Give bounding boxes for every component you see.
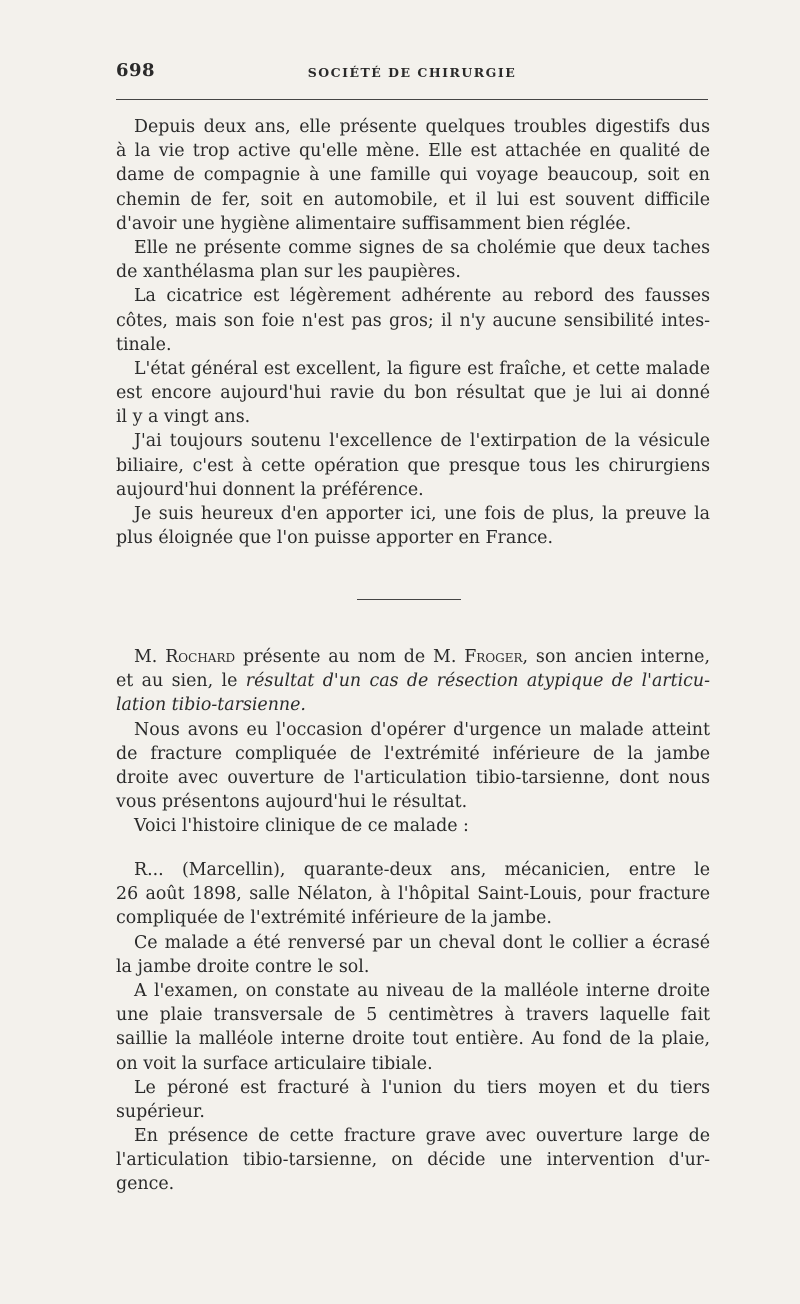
section-separator — [357, 599, 461, 600]
intro-line: M. Rochard présente au nom de M. Froger, son ancien interne, — [134, 647, 710, 667]
case-title: résultat d'un cas de résection atypique de l'articu- — [245, 671, 710, 692]
text-line: L'état général est excellent, la figure est fraîche, et cette malade — [134, 358, 710, 379]
text-line: A l'examen, on constate au niveau de la malléole interne droite — [134, 980, 710, 1001]
page-number: 698 — [116, 60, 156, 81]
text-line: Le péroné est fracturé à l'union du tiers moyen et du tiers — [134, 1077, 710, 1098]
text-line: aujourd'hui donnent la préférence. — [116, 479, 424, 500]
text-line: côtes, mais son foie n'est pas gros; il n'y aucune sensibilité intes- — [116, 310, 710, 331]
text-line: gence. — [116, 1174, 175, 1195]
text-line: chemin de fer, soit en automobile, et il lui est souvent difficile — [116, 189, 710, 210]
text-line: Elle ne présente comme signes de sa cholémie que deux taches — [134, 237, 710, 258]
text-line: J'ai toujours soutenu l'excellence de l'extirpation de la vésicule — [134, 431, 710, 452]
text-line: la jambe droite contre le sol. — [116, 956, 370, 977]
text-line: Depuis deux ans, elle présente quelques troubles digestifs dus — [134, 117, 710, 137]
text-line: Nous avons eu l'occasion d'opérer d'urgence un malade atteint — [134, 719, 710, 740]
text-line: La cicatrice est légèrement adhérente au rebord des fausses — [134, 286, 710, 307]
author-name-froger: Froger — [464, 647, 523, 667]
text-line: Ce malade a été renversé par un cheval dont le collier a écrasé — [134, 932, 710, 953]
intro-line: et au sien, le résultat d'un cas de résection atypique de l'articu- — [116, 671, 710, 692]
text-line: dame de compagnie à une famille qui voyage beaucoup, soit en — [116, 165, 710, 186]
author-name-rochard: Rochard — [165, 647, 236, 667]
text-line: d'avoir une hygiène alimentaire suffisamment bien réglée. — [116, 213, 632, 234]
text-line: de fracture compliquée de l'extrémité inférieure de la jambe — [116, 743, 710, 764]
text-line: Voici l'histoire clinique de ce malade : — [134, 816, 469, 837]
text-line: une plaie transversale de 5 centimètres à travers laquelle fait — [116, 1005, 710, 1026]
text-line: droite avec ouverture de l'articulation tibio-tarsienne, dont nous — [116, 767, 710, 788]
text-line: En présence de cette fracture grave avec ouverture large de — [134, 1126, 710, 1147]
text-line: on voit la surface articulaire tibiale. — [116, 1053, 433, 1074]
running-title: SOCIÉTÉ DE CHIRURGIE — [307, 65, 517, 80]
running-header — [116, 58, 708, 84]
text-line: il y a vingt ans. — [116, 407, 251, 428]
text-line: compliquée de l'extrémité inférieure de la jambe. — [116, 908, 552, 929]
text-line: R... (Marcellin), quarante-deux ans, mécanicien, entre le — [134, 860, 710, 880]
case-title-cont: lation tibio-tarsienne. — [116, 695, 306, 716]
section-rochard-presentation — [116, 645, 710, 839]
text-line: l'articulation tibio-tarsienne, on décide une intervention d'ur- — [116, 1150, 710, 1171]
section-cholecystectomy-conclusion — [116, 115, 710, 550]
header-rule — [116, 99, 708, 100]
text-line: tinale. — [116, 334, 172, 355]
text-line: plus éloignée que l'on puisse apporter en France. — [116, 528, 553, 549]
text-line: est encore aujourd'hui ravie du bon résultat que je lui ai donné — [116, 383, 710, 404]
text-line: saillie la malléole interne droite tout entière. Au fond de la plaie, — [116, 1029, 710, 1050]
text-line: biliaire, c'est à cette opération que presque tous les chirurgiens — [116, 455, 710, 476]
text-line: supérieur. — [116, 1101, 205, 1122]
text-line: Je suis heureux d'en apporter ici, une fois de plus, la preuve la — [134, 504, 710, 524]
text-line: de xanthélasma plan sur les paupières. — [116, 262, 461, 283]
text-line: à la vie trop active qu'elle mène. Elle est attachée en qualité de — [116, 141, 710, 162]
text-line: vous présentons aujourd'hui le résultat. — [116, 792, 468, 813]
section-case-history — [116, 858, 710, 1197]
text-line: 26 août 1898, salle Nélaton, à l'hôpital Saint-Louis, pour fracture — [116, 884, 710, 905]
